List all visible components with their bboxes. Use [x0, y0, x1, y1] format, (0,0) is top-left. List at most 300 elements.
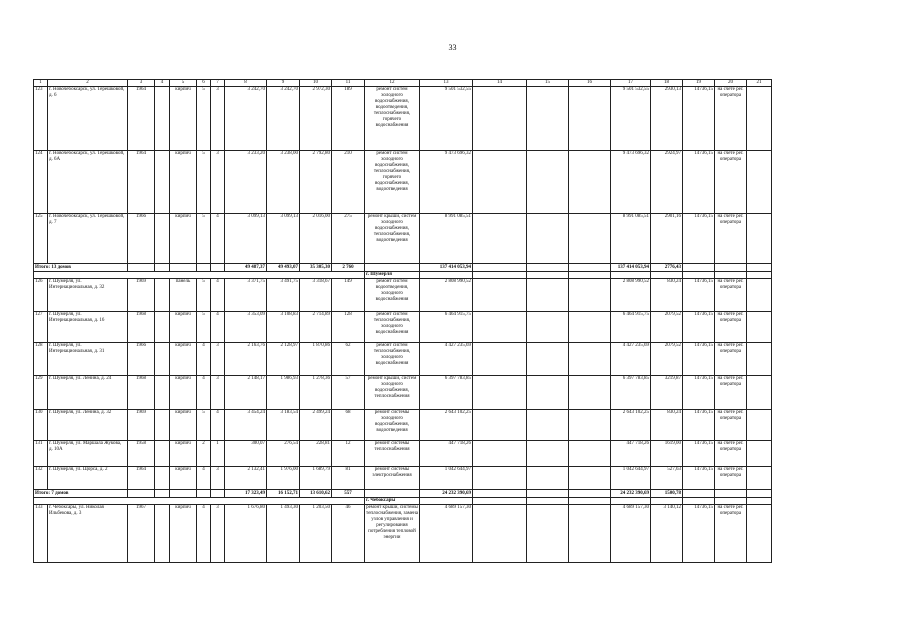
empty-cell: [527, 312, 569, 343]
max-unit-cost: 14736,15: [683, 343, 715, 376]
empty-cell: [527, 264, 569, 272]
empty-cell: [747, 498, 772, 505]
unit-cost: 2079,52: [651, 312, 683, 343]
empty-cell: [527, 151, 569, 214]
area-residential: 2 016,00: [300, 214, 332, 264]
area-total: 3 353,09: [225, 312, 267, 343]
empty-cell: [747, 312, 772, 343]
area-living: 1 493,30: [267, 505, 300, 563]
empty-cell: [527, 343, 569, 376]
year-built: 1958: [128, 441, 155, 467]
empty-cell: [747, 441, 772, 467]
area-residential: 2 972,30: [300, 87, 332, 151]
empty-cell: [34, 272, 365, 279]
empty-cell: [155, 312, 170, 343]
table-row: [34, 151, 772, 214]
address: г. Шумерля, ул. Интернациональная, д. 16: [48, 312, 128, 343]
area-living: 3 108,83: [267, 312, 300, 343]
repair-works: ремонт крыши, систем холодного водоснабжения, теплоснабжения, водоотведения: [365, 214, 420, 264]
column-number-1: 1: [34, 80, 48, 87]
empty-cell: [473, 490, 527, 498]
row-number: 129: [34, 376, 48, 410]
repair-cost: 2 643 102,25: [420, 410, 473, 441]
account-type: на счете рег. оператора: [715, 505, 747, 563]
total-residents: 2 760: [332, 264, 365, 272]
max-unit-cost: 14736,15: [683, 312, 715, 343]
repair-cost: 2 808 990,52: [420, 279, 473, 312]
empty-cell: [569, 343, 611, 376]
repair-cost: 1 042 644,97: [420, 467, 473, 490]
header-row: [34, 80, 772, 87]
total-row: [34, 490, 772, 498]
register-table: [33, 79, 772, 563]
empty-cell: [527, 410, 569, 441]
entrances: 3: [211, 343, 225, 376]
city-name: г. Шумерля: [365, 272, 420, 279]
max-unit-cost: 14736,15: [683, 505, 715, 563]
area-residential: 1 278,36: [300, 376, 332, 410]
empty-cell: [365, 490, 420, 498]
repair-works: ремонт крыши, систем холодного водоснабжения, теплоснабжения: [365, 376, 420, 410]
table-row: [34, 467, 772, 490]
area-total: 3 242,70: [225, 87, 267, 151]
entrances: 1: [211, 441, 225, 467]
address: г. Шумерля, ул. Интернациональная, д. 31: [48, 343, 128, 376]
max-unit-cost: 14736,15: [683, 214, 715, 264]
area-living: 2 128,97: [267, 343, 300, 376]
unit-cost: 2901,16: [651, 214, 683, 264]
empty-cell: [473, 410, 527, 441]
empty-cell: [747, 87, 772, 151]
table-row: [34, 87, 772, 151]
address: г. Чебоксары, ул. Николая Ильбекова, д. 3: [48, 505, 128, 563]
page-number: 33: [448, 43, 457, 52]
entrances: 4: [211, 279, 225, 312]
empty-cell: [527, 272, 569, 279]
column-number-6: 6: [197, 80, 211, 87]
column-number-13: 13: [420, 80, 473, 87]
year-built: 1964: [128, 467, 155, 490]
city-row: [34, 272, 772, 279]
area-total: 3 454,24: [225, 410, 267, 441]
empty-cell: [715, 272, 747, 279]
entrances: 3: [211, 151, 225, 214]
residents: 128: [332, 312, 365, 343]
empty-cell: [155, 441, 170, 467]
area-living: 276,54: [267, 441, 300, 467]
floors: 5: [197, 312, 211, 343]
empty-cell: [683, 264, 715, 272]
funds-cost: 2 808 990,52: [611, 279, 651, 312]
area-residential: 3 318,67: [300, 279, 332, 312]
empty-cell: [473, 279, 527, 312]
empty-cell: [715, 490, 747, 498]
max-unit-cost: 14736,15: [683, 410, 715, 441]
total-residents: 557: [332, 490, 365, 498]
unit-cost: 2079,52: [651, 343, 683, 376]
area-residential: 1 203,50: [300, 505, 332, 563]
empty-cell: [569, 279, 611, 312]
empty-cell: [569, 376, 611, 410]
empty-cell: [420, 272, 473, 279]
row-number: 131: [34, 441, 48, 467]
empty-cell: [365, 264, 420, 272]
year-built: 1969: [128, 279, 155, 312]
empty-cell: [569, 410, 611, 441]
empty-cell: [473, 87, 527, 151]
column-number-15: 15: [527, 80, 569, 87]
entrances: 4: [211, 312, 225, 343]
column-number-21: 21: [747, 80, 772, 87]
empty-cell: [473, 376, 527, 410]
empty-cell: [747, 490, 772, 498]
area-total: 1 676,80: [225, 505, 267, 563]
account-type: на счете рег. оператора: [715, 312, 747, 343]
address: г. Новочебоксарск, ул. Терешковой, д. 6А: [48, 151, 128, 214]
address: г. Новочебоксарск, ул. Терешковой, д. 6: [48, 87, 128, 151]
account-type: на счете рег. оператора: [715, 214, 747, 264]
empty-cell: [569, 151, 611, 214]
column-number-8: 8: [225, 80, 267, 87]
repair-cost: 6 397 783,85: [420, 376, 473, 410]
residents: 12: [332, 441, 365, 467]
area-total: 2 132,41: [225, 467, 267, 490]
empty-cell: [527, 467, 569, 490]
row-number: 128: [34, 343, 48, 376]
column-number-11: 11: [332, 80, 365, 87]
residents: 210: [332, 151, 365, 214]
empty-cell: [34, 498, 365, 505]
unit-cost: 3219,87: [651, 376, 683, 410]
floors: 5: [197, 151, 211, 214]
account-type: на счете рег. оператора: [715, 151, 747, 214]
empty-cell: [155, 376, 170, 410]
funds-cost: 2 643 102,25: [611, 410, 651, 441]
empty-cell: [128, 490, 155, 498]
floors: 4: [197, 343, 211, 376]
residents: 57: [332, 376, 365, 410]
max-unit-cost: 14736,15: [683, 279, 715, 312]
wall-material: кирпич: [170, 467, 197, 490]
funds-cost: 447 718,26: [611, 441, 651, 467]
empty-cell: [170, 490, 197, 498]
empty-cell: [473, 498, 527, 505]
entrances: 4: [211, 410, 225, 441]
empty-cell: [527, 87, 569, 151]
max-unit-cost: 14736,15: [683, 376, 715, 410]
empty-cell: [155, 505, 170, 563]
empty-cell: [569, 441, 611, 467]
table-row: [34, 214, 772, 264]
repair-works: ремонт системы электроснабжения: [365, 467, 420, 490]
area-total: 3 233,20: [225, 151, 267, 214]
max-unit-cost: 14736,15: [683, 87, 715, 151]
area-living: 3 238,00: [267, 151, 300, 214]
max-unit-cost: 14736,15: [683, 441, 715, 467]
row-number: 127: [34, 312, 48, 343]
empty-cell: [473, 441, 527, 467]
repair-works: ремонт крыши, системы теплоснабжения, замена узлов управления и регулирования потребления тепловой энергии: [365, 505, 420, 563]
year-built: 1968: [128, 376, 155, 410]
row-number: 124: [34, 151, 48, 214]
repair-cost: 8 991 085,51: [420, 214, 473, 264]
table-row: [34, 376, 772, 410]
column-number-7: 7: [211, 80, 225, 87]
repair-works: ремонт системы холодного водоснабжения, водоотведения: [365, 410, 420, 441]
table-row: [34, 343, 772, 376]
total-funds-cost: 137 414 053,94: [611, 264, 651, 272]
empty-cell: [473, 272, 527, 279]
wall-material: кирпич: [170, 376, 197, 410]
wall-material: кирпич: [170, 87, 197, 151]
account-type: на счете рег. оператора: [715, 376, 747, 410]
row-number: 123: [34, 87, 48, 151]
empty-cell: [569, 264, 611, 272]
total-area-residential: 35 305,30: [300, 264, 332, 272]
funds-cost: 6 464 915,75: [611, 312, 651, 343]
floors: 4: [197, 467, 211, 490]
max-unit-cost: 14736,15: [683, 151, 715, 214]
total-unit-cost: 1500,78: [651, 490, 683, 498]
empty-cell: [569, 312, 611, 343]
year-built: 1964: [128, 87, 155, 151]
funds-cost: 9 473 696,32: [611, 151, 651, 214]
empty-cell: [527, 490, 569, 498]
area-total: 2 148,17: [225, 376, 267, 410]
residents: 68: [332, 410, 365, 441]
address: г. Новочебоксарск, ул. Терешковой, д. 7: [48, 214, 128, 264]
empty-cell: [747, 214, 772, 264]
row-number: 133: [34, 505, 48, 563]
year-built: 1966: [128, 214, 155, 264]
empty-cell: [747, 376, 772, 410]
address: г. Шумерля, ул. Интернациональная, д. 32: [48, 279, 128, 312]
address: г. Шумерля, ул. Щорса, д. 2: [48, 467, 128, 490]
floors: 5: [197, 410, 211, 441]
area-total: 300,07: [225, 441, 267, 467]
empty-cell: [473, 343, 527, 376]
table-row: [34, 410, 772, 441]
row-number: 126: [34, 279, 48, 312]
area-total: 3 371,75: [225, 279, 267, 312]
empty-cell: [473, 505, 527, 563]
empty-cell: [128, 264, 155, 272]
repair-cost: 9 501 532,55: [420, 87, 473, 151]
total-funds-cost: 24 232 390,69: [611, 490, 651, 498]
account-type: на счете рег. оператора: [715, 87, 747, 151]
empty-cell: [715, 264, 747, 272]
empty-cell: [211, 490, 225, 498]
account-type: на счете рег. оператора: [715, 279, 747, 312]
total-cost: 24 232 390,69: [420, 490, 473, 498]
area-living: 3 183,54: [267, 410, 300, 441]
unit-cost: 2930,13: [651, 87, 683, 151]
funds-cost: 1 042 644,97: [611, 467, 651, 490]
empty-cell: [569, 214, 611, 264]
empty-cell: [155, 467, 170, 490]
unit-cost: 830,24: [651, 279, 683, 312]
wall-material: кирпич: [170, 441, 197, 467]
total-area-living: 16 152,71: [267, 490, 300, 498]
empty-cell: [211, 264, 225, 272]
empty-cell: [473, 151, 527, 214]
column-number-2: 2: [48, 80, 128, 87]
year-built: 1968: [128, 312, 155, 343]
empty-cell: [747, 272, 772, 279]
empty-cell: [569, 505, 611, 563]
empty-cell: [715, 498, 747, 505]
empty-cell: [527, 505, 569, 563]
empty-cell: [155, 151, 170, 214]
repair-works: ремонт систем холодного водоснабжения, теплоснабжения, горячего водоснабжения, водоотведения: [365, 151, 420, 214]
year-built: 1966: [128, 343, 155, 376]
entrances: 4: [211, 214, 225, 264]
total-row: [34, 264, 772, 272]
area-living: 1 986,93: [267, 376, 300, 410]
empty-cell: [473, 312, 527, 343]
account-type: на счете рег. оператора: [715, 467, 747, 490]
year-built: 1964: [128, 151, 155, 214]
entrances: 3: [211, 376, 225, 410]
total-cost: 137 414 053,94: [420, 264, 473, 272]
empty-cell: [569, 87, 611, 151]
city-name: г. Чебоксары: [365, 498, 420, 505]
address: г. Шумерля, ул. Маршала Жукова, д. 10А: [48, 441, 128, 467]
empty-cell: [569, 498, 611, 505]
wall-material: кирпич: [170, 505, 197, 563]
column-number-4: 4: [155, 80, 170, 87]
wall-material: кирпич: [170, 343, 197, 376]
area-residential: 2 792,80: [300, 151, 332, 214]
empty-cell: [747, 343, 772, 376]
area-residential: 1 870,86: [300, 343, 332, 376]
table-row: [34, 441, 772, 467]
repair-cost: 447 718,26: [420, 441, 473, 467]
repair-works: ремонт систем водоотведения, холодного водоснабжения: [365, 279, 420, 312]
area-total: 2 163,76: [225, 343, 267, 376]
empty-cell: [473, 467, 527, 490]
repair-cost: 4 427 235,69: [420, 343, 473, 376]
wall-material: панель: [170, 279, 197, 312]
address: г. Шумерля, ул. Ленина, д. 24: [48, 376, 128, 410]
empty-cell: [611, 498, 651, 505]
empty-cell: [683, 498, 715, 505]
residents: 275: [332, 214, 365, 264]
area-living: 1 976,00: [267, 467, 300, 490]
column-number-5: 5: [170, 80, 197, 87]
wall-material: кирпич: [170, 410, 197, 441]
empty-cell: [155, 264, 170, 272]
total-label: Итого: 13 домов: [34, 264, 128, 272]
funds-cost: 9 501 532,55: [611, 87, 651, 151]
residents: 46: [332, 505, 365, 563]
empty-cell: [197, 490, 211, 498]
row-number: 132: [34, 467, 48, 490]
repair-works: ремонт системы теплоснабжения: [365, 441, 420, 467]
row-number: 125: [34, 214, 48, 264]
empty-cell: [683, 490, 715, 498]
empty-cell: [569, 272, 611, 279]
funds-cost: 4 689 157,30: [611, 505, 651, 563]
funds-cost: 4 427 235,69: [611, 343, 651, 376]
column-number-12: 12: [365, 80, 420, 87]
floors: 5: [197, 279, 211, 312]
repair-works: ремонт систем холодного водоснабжения, водоотведения, теплоснабжения, горячего водоснабжения: [365, 87, 420, 151]
wall-material: кирпич: [170, 312, 197, 343]
column-number-10: 10: [300, 80, 332, 87]
account-type: на счете рег. оператора: [715, 410, 747, 441]
account-type: на счете рег. оператора: [715, 343, 747, 376]
area-residential: 2 714,89: [300, 312, 332, 343]
unit-cost: 3 140,12: [651, 505, 683, 563]
column-number-16: 16: [569, 80, 611, 87]
empty-cell: [527, 441, 569, 467]
unit-cost: 2924,97: [651, 151, 683, 214]
entrances: 3: [211, 467, 225, 490]
empty-cell: [155, 87, 170, 151]
account-type: на счете рег. оператора: [715, 441, 747, 467]
empty-cell: [170, 264, 197, 272]
empty-cell: [155, 343, 170, 376]
column-number-9: 9: [267, 80, 300, 87]
column-number-19: 19: [683, 80, 715, 87]
empty-cell: [651, 498, 683, 505]
empty-cell: [527, 376, 569, 410]
unit-cost: 830,24: [651, 410, 683, 441]
column-number-14: 14: [473, 80, 527, 87]
repair-works: ремонт систем теплоснабжения, холодного водоснабжения: [365, 312, 420, 343]
unit-cost: 527,63: [651, 467, 683, 490]
floors: 4: [197, 505, 211, 563]
column-number-18: 18: [651, 80, 683, 87]
residents: 81: [332, 467, 365, 490]
empty-cell: [155, 490, 170, 498]
area-residential: 1 689,79: [300, 467, 332, 490]
row-number: 130: [34, 410, 48, 441]
residents: 189: [332, 87, 365, 151]
repair-cost: 6 464 915,75: [420, 312, 473, 343]
total-area-living: 49 493,07: [267, 264, 300, 272]
empty-cell: [155, 279, 170, 312]
repair-works: ремонт систем теплоснабжения, холодного водоснабжения: [365, 343, 420, 376]
total-unit-cost: 2776,43: [651, 264, 683, 272]
entrances: 3: [211, 505, 225, 563]
column-number-20: 20: [715, 80, 747, 87]
total-area-total: 49 487,37: [225, 264, 267, 272]
empty-cell: [747, 410, 772, 441]
residents: 62: [332, 343, 365, 376]
table-row: [34, 505, 772, 563]
empty-cell: [197, 264, 211, 272]
empty-cell: [569, 467, 611, 490]
funds-cost: 8 991 085,51: [611, 214, 651, 264]
empty-cell: [611, 272, 651, 279]
repair-cost: 9 473 696,32: [420, 151, 473, 214]
year-built: 1967: [128, 505, 155, 563]
entrances: 3: [211, 87, 225, 151]
city-row: [34, 498, 772, 505]
empty-cell: [155, 214, 170, 264]
empty-cell: [420, 498, 473, 505]
area-living: 3 242,70: [267, 87, 300, 151]
total-label: Итого: 7 домов: [34, 490, 128, 498]
floors: 2: [197, 441, 211, 467]
empty-cell: [747, 264, 772, 272]
floors: 5: [197, 87, 211, 151]
area-residential: 228,81: [300, 441, 332, 467]
empty-cell: [569, 490, 611, 498]
empty-cell: [747, 279, 772, 312]
